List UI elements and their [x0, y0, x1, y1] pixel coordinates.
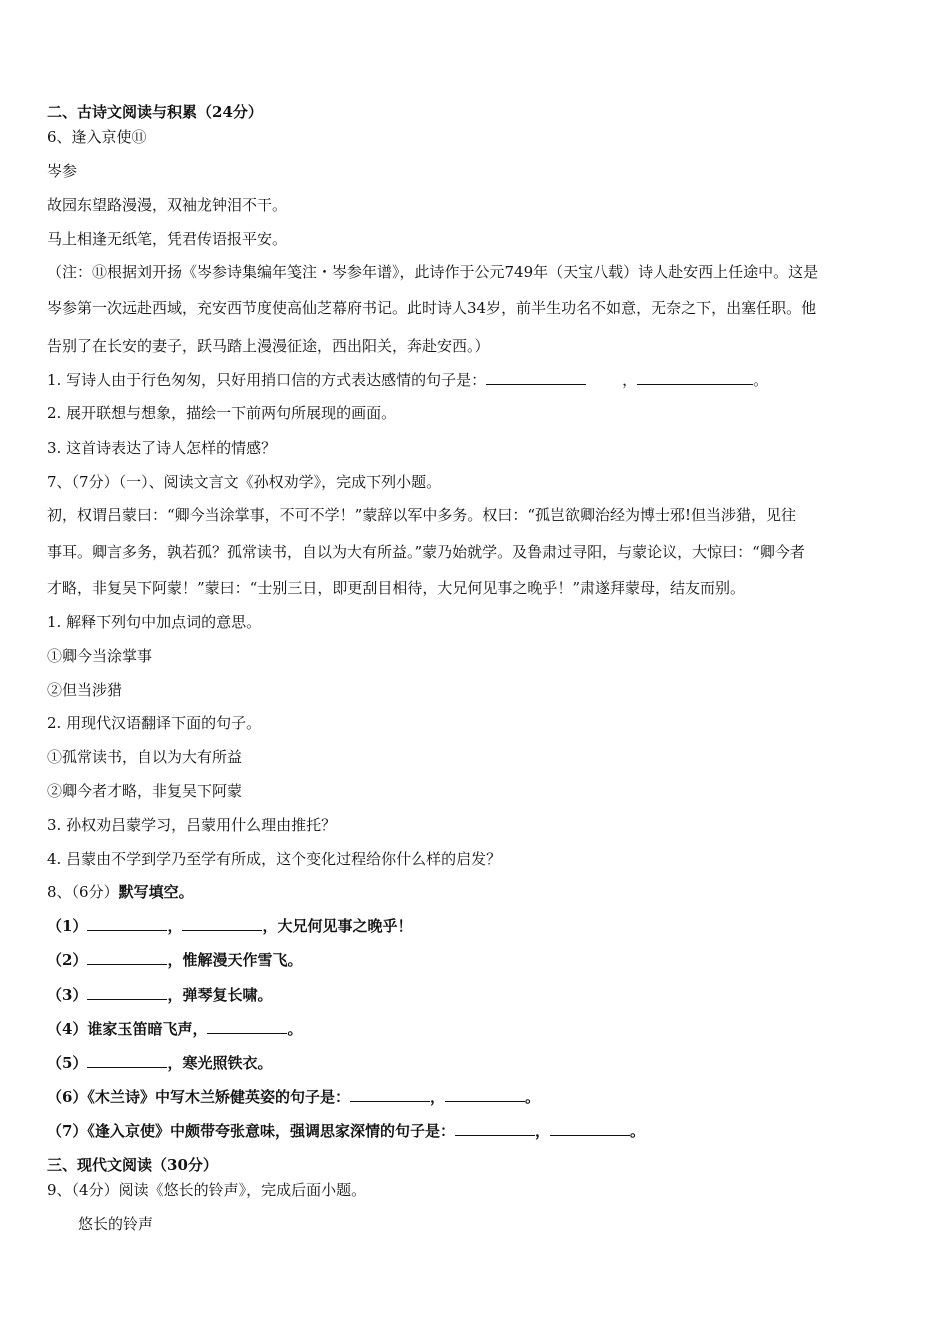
item-tail: ，大兄何见事之晚乎！: [262, 917, 413, 935]
section-3-title: 三、现代文阅读（30分）: [47, 1156, 218, 1174]
answer-blank[interactable]: [350, 1087, 430, 1102]
period: 。: [287, 1020, 303, 1038]
period: 。: [524, 1088, 540, 1106]
q8-heading-bold: 默写填空。: [118, 883, 194, 901]
q7-heading: 7、（7分）（一）、阅读文言文《孙权劝学》，完成下列小题。: [47, 473, 442, 491]
q7-sub-2b: ②卿今者才略，非复吴下阿蒙: [47, 782, 243, 800]
q7-sub-2a: ①孤常读书，自以为大有所益: [47, 748, 243, 766]
item-number: （5）: [47, 1054, 88, 1072]
passage-line-3: 才略，非复吴下阿蒙！”蒙曰：“士别三日，即更刮目相待，大兄何见事之晚乎！”肃遂拜蒙母，结友而别。: [47, 579, 746, 597]
answer-blank[interactable]: [182, 916, 262, 931]
item-tail: ，寒光照铁衣。: [167, 1054, 273, 1072]
item-text: （6）《木兰诗》中写木兰矫健英姿的句子是：: [47, 1088, 350, 1106]
item-text: （7）《逢入京使》中颇带夸张意味，强调思家深情的句子是：: [47, 1122, 455, 1140]
q6-sub-1: [47, 370, 768, 390]
period: 。: [753, 371, 769, 389]
q8-item-6: [47, 1087, 540, 1107]
comma: ，: [167, 917, 183, 935]
q7-sub-3: 3. 孙权劝吕蒙学习，吕蒙用什么理由推托？: [47, 816, 337, 834]
poem-note-line-1: （注：⑪根据刘开扬《岑参诗集编年笺注・岑参年谱》，此诗作于公元749年（天宝八载）诗人赴安西上任途中。这是: [47, 263, 819, 281]
section-2-title: 二、古诗文阅读与积累（24分）: [47, 103, 263, 121]
poem-note-line-3: 告别了在长安的妻子，跃马踏上漫漫征途，西出阳关，奔赴安西。）: [47, 337, 490, 355]
q7-sub-1a: ①卿今当涂掌事: [47, 647, 153, 665]
q8-item-3: [47, 985, 272, 1005]
answer-blank[interactable]: [87, 1053, 167, 1068]
q8-item-4: [47, 1019, 302, 1039]
item-tail: ，惟解漫天作雪飞。: [167, 951, 303, 969]
passage-line-1: 初，权谓吕蒙曰：“卿今当涂掌事，不可不学！”蒙辞以军中多务。权曰：“孤岂欲卿治经为博士邪!但当涉猎，见往: [47, 506, 797, 524]
q7-sub-1b: ②但当涉猎: [47, 681, 123, 699]
comma: ，: [534, 1122, 550, 1140]
answer-blank[interactable]: [87, 916, 167, 931]
poem-author: 岑参: [47, 162, 78, 180]
answer-blank[interactable]: [445, 1087, 525, 1102]
period: 。: [629, 1122, 645, 1140]
q6-sub-2: 2. 展开联想与想象，描绘一下前两句所展现的画面。: [47, 404, 397, 422]
answer-blank[interactable]: [550, 1121, 630, 1136]
poem-note-line-2: 岑参第一次远赴西域，充安西节度使高仙芝幕府书记。此时诗人34岁，前半生功名不如意，无奈之下，出塞任职。他: [47, 299, 817, 317]
passage-line-2: 事耳。卿言多务，孰若孤？孤常读书，自以为大有所益。”蒙乃始就学。及鲁肃过寻阳，与蒙论议，大惊曰：“卿今者: [47, 543, 805, 561]
q6-sub-3: 3. 这首诗表达了诗人怎样的情感？: [47, 439, 277, 457]
answer-blank[interactable]: [637, 370, 753, 385]
item-tail: ，弹琴复长啸。: [167, 986, 273, 1004]
answer-blank[interactable]: [87, 985, 167, 1000]
q7-sub-4: 4. 吕蒙由不学到学乃至学有所成，这个变化过程给你什么样的启发？: [47, 850, 502, 868]
q9-heading: 9、（4分）阅读《悠长的铃声》，完成后面小题。: [47, 1181, 367, 1199]
poem-line-2: 马上相逢无纸笔，凭君传语报平安。: [47, 230, 288, 248]
q8-item-2: [47, 950, 302, 970]
q7-sub-1: 1. 解释下列句中加点词的意思。: [47, 613, 262, 631]
q8-item-5: [47, 1053, 272, 1073]
comma: ，: [429, 1088, 445, 1106]
q6-heading: 6、逢入京使⑪: [47, 128, 147, 146]
item-number: （3）: [47, 986, 88, 1004]
answer-blank[interactable]: [207, 1019, 287, 1034]
item-number: （2）: [47, 951, 88, 969]
q8-heading-prefix: 8、（6分）: [47, 883, 119, 901]
answer-blank[interactable]: [455, 1121, 535, 1136]
answer-blank[interactable]: [87, 950, 167, 965]
article-title: 悠长的铃声: [78, 1215, 154, 1233]
poem-line-1: 故园东望路漫漫，双袖龙钟泪不干。: [47, 196, 288, 214]
comma: ，: [622, 371, 638, 389]
q6-sub-1-text: 1. 写诗人由于行色匆匆，只好用捎口信的方式表达感情的句子是：: [47, 371, 487, 389]
q8-item-1: [47, 916, 412, 936]
item-number: （1）: [47, 917, 88, 935]
q7-sub-2: 2. 用现代汉语翻译下面的句子。: [47, 714, 262, 732]
answer-blank[interactable]: [486, 370, 586, 385]
q8-item-7: [47, 1121, 645, 1141]
item-text: （4）谁家玉笛暗飞声，: [47, 1020, 208, 1038]
q8-heading: [47, 882, 194, 902]
